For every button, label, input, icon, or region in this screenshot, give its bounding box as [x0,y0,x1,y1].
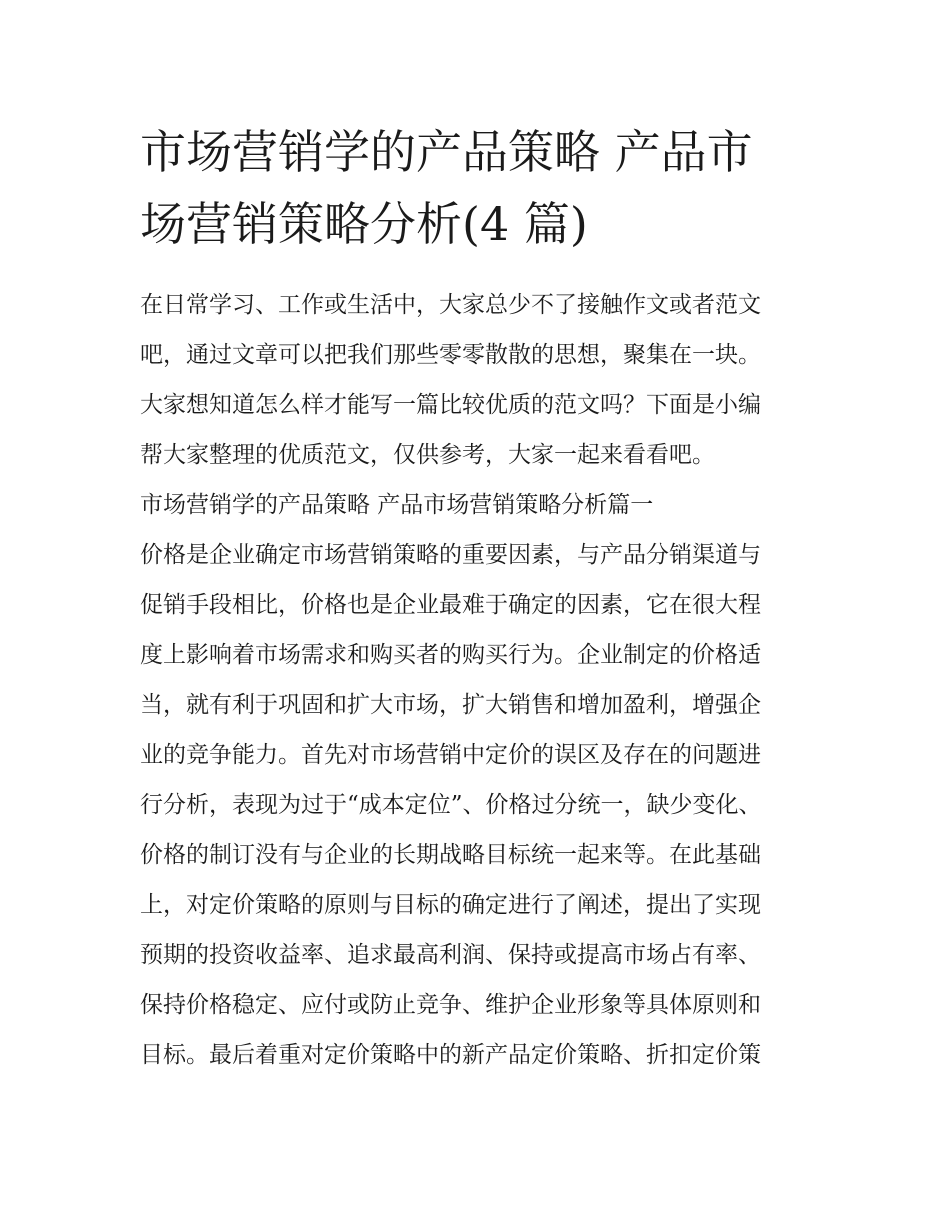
section-line: 目标。最后着重对定价策略中的新产品定价策略、折扣定价策 [140,1042,761,1068]
section-heading: 市场营销学的产品策略 产品市场营销策略分析篇一 [140,492,654,518]
document-title [140,116,820,260]
section-line: 价格的制订没有与企业的长期战略目标统一起来等。在此基础 [140,842,761,868]
intro-line: 帮大家整理的优质范文，仅供参考，大家一起来看看吧。 [140,442,715,468]
section-line: 保持价格稳定、应付或防止竞争、维护企业形象等具体原则和 [140,992,761,1018]
intro-line: 吧，通过文章可以把我们那些零零散散的思想，聚集在一块。 [140,342,761,368]
section-line: 促销手段相比，价格也是企业最难于确定的因素，它在很大程 [140,592,761,618]
document-body [140,280,820,1080]
section-line: 当，就有利于巩固和扩大市场，扩大销售和增加盈利，增强企 [140,692,761,718]
section-line: 行分析，表现为过于“成本定位”、价格过分统一，缺少变化、 [140,792,762,818]
section-line: 度上影响着市场需求和购买者的购买行为。企业制定的价格适 [140,642,761,668]
title-line: 市场营销学的产品策略 产品市 [140,125,753,179]
title-line: 场营销策略分析(4 篇) [140,197,588,251]
intro-line: 在日常学习、工作或生活中，大家总少不了接触作文或者范文 [140,292,761,318]
section-line: 价格是企业确定市场营销策略的重要因素，与产品分销渠道与 [140,542,761,568]
section-line: 业的竞争能力。首先对市场营销中定价的误区及存在的问题进 [140,742,761,768]
section-line: 上，对定价策略的原则与目标的确定进行了阐述，提出了实现 [140,892,761,918]
intro-line: 大家想知道怎么样才能写一篇比较优质的范文吗？下面是小编 [140,392,761,418]
section-line: 预期的投资收益率、追求最高利润、保持或提高市场占有率、 [140,942,761,968]
